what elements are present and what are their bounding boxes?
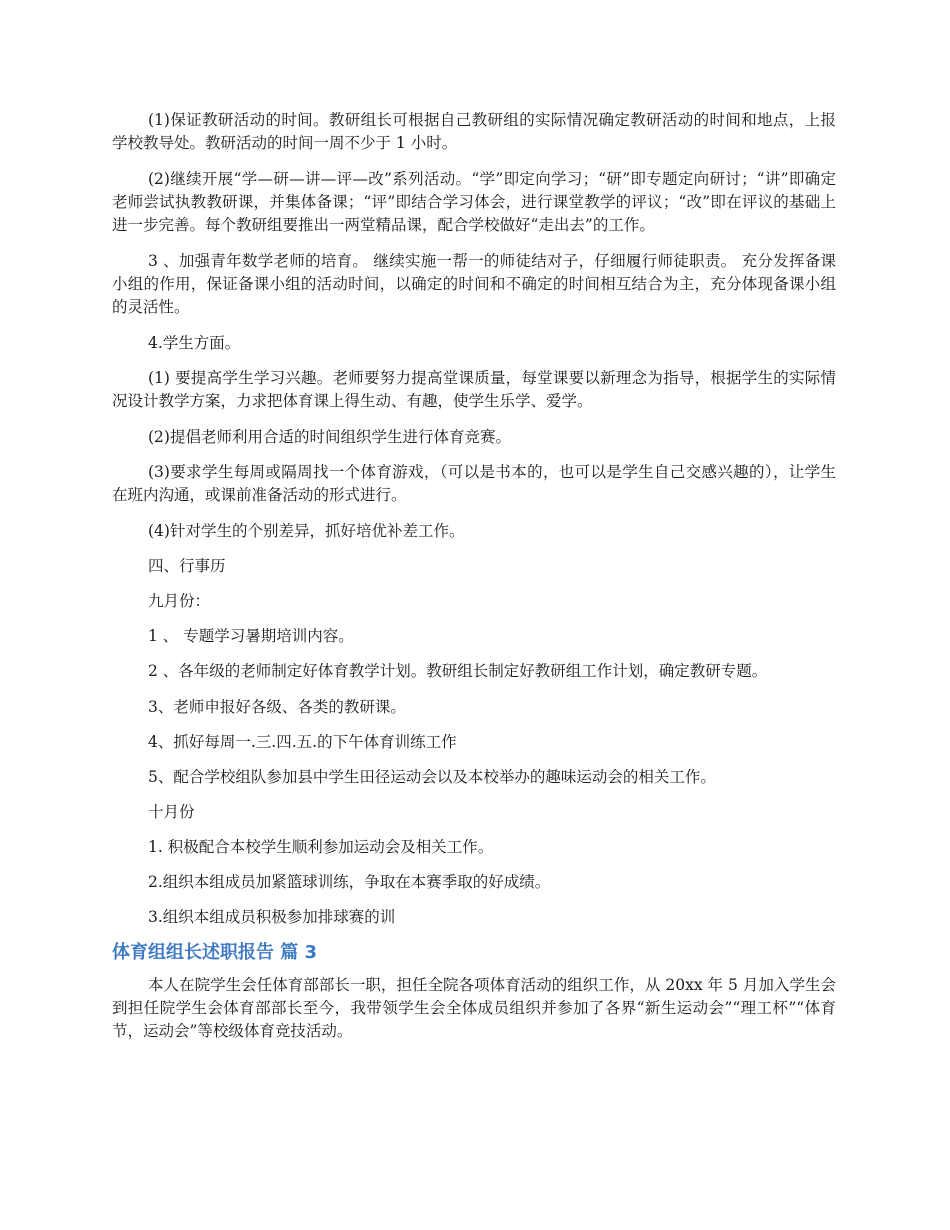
paragraph-18: 2.组织本组成员加紧篮球训练，争取在本赛季取的好成绩。 — [148, 873, 551, 891]
paragraph-6: (2)提倡老师利用合适的时间组织学生进行体育竞赛。 — [148, 428, 511, 446]
paragraph-8: (4)针对学生的个别差异，抓好培优补差工作。 — [148, 522, 465, 540]
paragraph-2: (2)继续开展“学—研—讲—评—改”系列活动。“学”即定向学习；“研”即专题定向研讨；“讲”即确定老师尝试执教教研课，并集体备课；“评”即结合学习体会，进行课堂教学的评议；“改”即在评议的基础上进一步完善。每个教研组要推出一两堂精品课，配合学校做好“走出去”的工作。 — [112, 170, 836, 234]
paragraph-13: 3、老师申报好各级、各类的教研课。 — [148, 698, 406, 716]
paragraph-9: 四、行事历 — [148, 557, 226, 575]
paragraph-1: (1)保证教研活动的时间。教研组长可根据自己教研组的实际情况确定教研活动的时间和地点，上报学校教导处。教研活动的时间一周不少于 1 小时。 — [112, 111, 836, 152]
section-heading: 体育组组长述职报告 篇 3 — [112, 942, 318, 963]
paragraph-20: 本人在院学生会任体育部部长一职，担任全院各项体育活动的组织工作，从 20xx 年 5 月加入学生会到担任院学生会体育部部长至今，我带领学生会全体成员组织并参加了各界“新生运动会”“理工杯”“体育节，运动会”等校级体育竞技活动。 — [112, 976, 836, 1040]
paragraph-3: 3 、加强青年数学老师的培育。 继续实施一帮一的师徒结对子，仔细履行师徒职责。 充分发挥备课小组的作用，保证备课小组的活动时间，以确定的时间和不确定的时间相互结合为主，充分体现备课小组的灵活性。 — [112, 252, 836, 316]
paragraph-15: 5、配合学校组队参加县中学生田径运动会以及本校举办的趣味运动会的相关工作。 — [148, 768, 716, 786]
paragraph-11: 1 、 专题学习暑期培训内容。 — [148, 627, 354, 645]
paragraph-16: 十月份 — [148, 803, 195, 821]
paragraph-5: (1) 要提高学生学习兴趣。老师要努力提高堂课质量，每堂课要以新理念为指导，根据学生的实际情况设计教学方案，力求把体育课上得生动、有趣，使学生乐学、爱学。 — [112, 369, 836, 410]
paragraph-14: 4、抓好每周一.三.四.五.的下午体育训练工作 — [148, 733, 457, 751]
document-page — [112, 109, 836, 1056]
paragraph-19: 3.组织本组成员积极参加排球赛的训 — [148, 908, 396, 926]
paragraph-12: 2 、各年级的老师制定好体育教学计划。教研组长制定好教研组工作计划，确定教研专题。 — [148, 662, 768, 680]
paragraph-10: 九月份： — [148, 592, 211, 610]
paragraph-4: 4.学生方面。 — [148, 334, 241, 352]
paragraph-17: 1. 积极配合本校学生顺利参加运动会及相关工作。 — [148, 838, 494, 856]
paragraph-7: (3)要求学生每周或隔周找一个体育游戏，（可以是书本的，也可以是学生自己交感兴趣的），让学生在班内沟通，或课前准备活动的形式进行。 — [112, 463, 836, 504]
